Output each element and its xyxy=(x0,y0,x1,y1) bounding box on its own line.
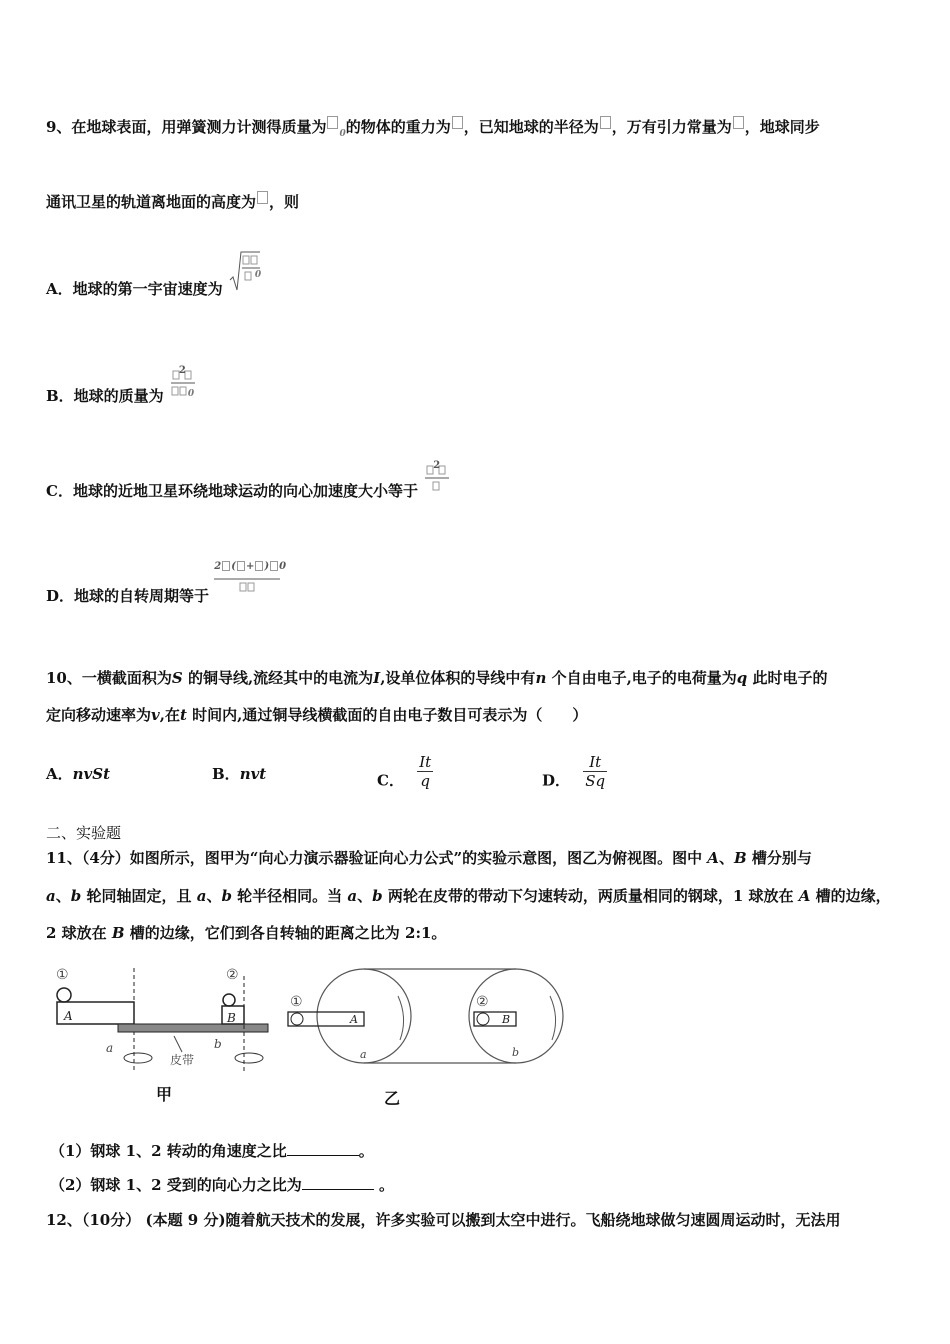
q9-option-b: B．地球的质量为 2 0 xyxy=(46,385,199,406)
ball-1-yi xyxy=(291,1013,303,1025)
gravity-symbol xyxy=(452,116,463,129)
answer-blank-1[interactable] xyxy=(287,1141,359,1156)
fig-ball2-label-jia: ② xyxy=(226,967,239,983)
q11-stem-line2: a、b 轮同轴固定，且 a、b 轮半径相同。当 a、b 两轮在皮带的带动下匀速转动，两质量相同的钢球，1 球放在 A 槽的边缘， xyxy=(46,887,891,905)
rotation-arrow-a xyxy=(124,1053,152,1063)
belt-plate-jia xyxy=(118,1024,268,1032)
q9-option-c: C．地球的近地卫星环绕地球运动的向心加速度大小等于 2 xyxy=(46,480,453,501)
q11-sub1: （1）钢球 1、2 转动的角速度之比 。 xyxy=(50,1142,374,1160)
height-symbol xyxy=(257,191,268,204)
q11-stem-line1: 11、（4分）如图所示，图甲为“向心力演示器验证向心力公式”的实验示意图，图乙为俯视图。图中 A、B 槽分别与 xyxy=(46,849,812,867)
sqrt-formula: 0 xyxy=(228,284,262,294)
period-formula xyxy=(214,561,287,601)
q11-sub2: （2）钢球 1、2 受到的向心力之比为 。 xyxy=(50,1176,394,1194)
q10-stem-line2: 定向移动速率为v,在t 时间内,通过铜导线横截面的自由电子数目可表示为（ ） xyxy=(46,706,588,724)
q9-stem-line2: 通讯卫星的轨道离地面的高度为 ，则 xyxy=(46,193,300,211)
rotation-arrow-a-yi xyxy=(398,996,404,1040)
figure-yi-caption: 乙 xyxy=(384,1089,401,1108)
figure-yi xyxy=(288,969,563,1108)
wheel-b-label-yi: b xyxy=(512,1046,520,1059)
mass-symbol xyxy=(327,116,338,129)
slot-b-label-yi: B xyxy=(502,1013,511,1026)
wheel-a-label-yi: a xyxy=(360,1048,367,1061)
fig-ball2-label-yi: ② xyxy=(476,994,489,1010)
radius-symbol xyxy=(600,116,611,129)
q9-option-d: D．地球的自转周期等于 2 ( + ) 0 xyxy=(46,561,287,605)
belt-pointer xyxy=(174,1036,182,1052)
belt-label: 皮带 xyxy=(170,1053,195,1067)
figure-jia-caption: 甲 xyxy=(156,1085,173,1104)
q9-option-a: A．地球的第一宇宙速度为 0 xyxy=(46,278,262,299)
figure-jia xyxy=(56,967,268,1104)
slot-a-label-yi: A xyxy=(350,1013,358,1026)
fraction-it-sq: $\frac{It}{Sq}$ xyxy=(585,753,606,790)
fig-ball1-label-yi: ① xyxy=(290,994,303,1010)
q10-stem-line1: 10、一横截面积为S 的铜导线,流经其中的电流为I,设单位体积的导线中有n 个自由电子,电子的电荷量为q 此时电子的 xyxy=(46,669,828,687)
q10-option-d: D． $\frac{It}{Sq}$ xyxy=(542,753,606,790)
fraction-it-q: $\frac{It}{q}$ xyxy=(419,753,432,790)
wheel-a-label-jia: a xyxy=(106,1041,114,1055)
section-heading: 二、实验题 xyxy=(46,824,122,842)
wheel-b-label-jia: b xyxy=(214,1037,222,1051)
g-const-symbol xyxy=(733,116,744,129)
slot-b-label-jia: B xyxy=(227,1011,236,1025)
q10-option-b: B．nvt xyxy=(212,765,267,783)
q9-stem-line1: 9、在地球表面，用弹簧测力计测得质量为 $_0$的物体的重力为 ，已知地球的半径为 ，万有引力常量为 ，地球同步 xyxy=(46,118,820,139)
period-numerator: 2 ( + ) 0 xyxy=(214,561,287,572)
q11-stem-line3: 2 球放在 B 槽的边缘，它们到各自转轴的距离之比为 2:1。 xyxy=(46,924,447,942)
answer-blank-2[interactable] xyxy=(302,1175,374,1190)
ball-2-yi xyxy=(477,1013,489,1025)
ball-2-jia xyxy=(223,994,235,1006)
ball-1-jia xyxy=(57,988,71,1002)
experiment-figure xyxy=(46,962,576,1116)
rotation-arrow-b-yi xyxy=(550,996,556,1040)
q12-stem-line1: 12、（10分） (本题 9 分)随着航天技术的发展，许多实验可以搬到太空中进行。飞船绕地球做匀速圆周运动时，无法用 xyxy=(46,1211,841,1229)
q10-option-c: C． $\frac{It}{q}$ xyxy=(377,753,432,790)
accel-formula: 2 xyxy=(423,486,453,496)
fig-ball1-label-jia: ① xyxy=(56,967,69,983)
mass-formula: 2 0 xyxy=(169,391,199,401)
rotation-arrow-b xyxy=(235,1053,263,1063)
slot-a-label-jia: A xyxy=(64,1009,73,1023)
q10-option-a: A．nvSt xyxy=(46,765,111,783)
